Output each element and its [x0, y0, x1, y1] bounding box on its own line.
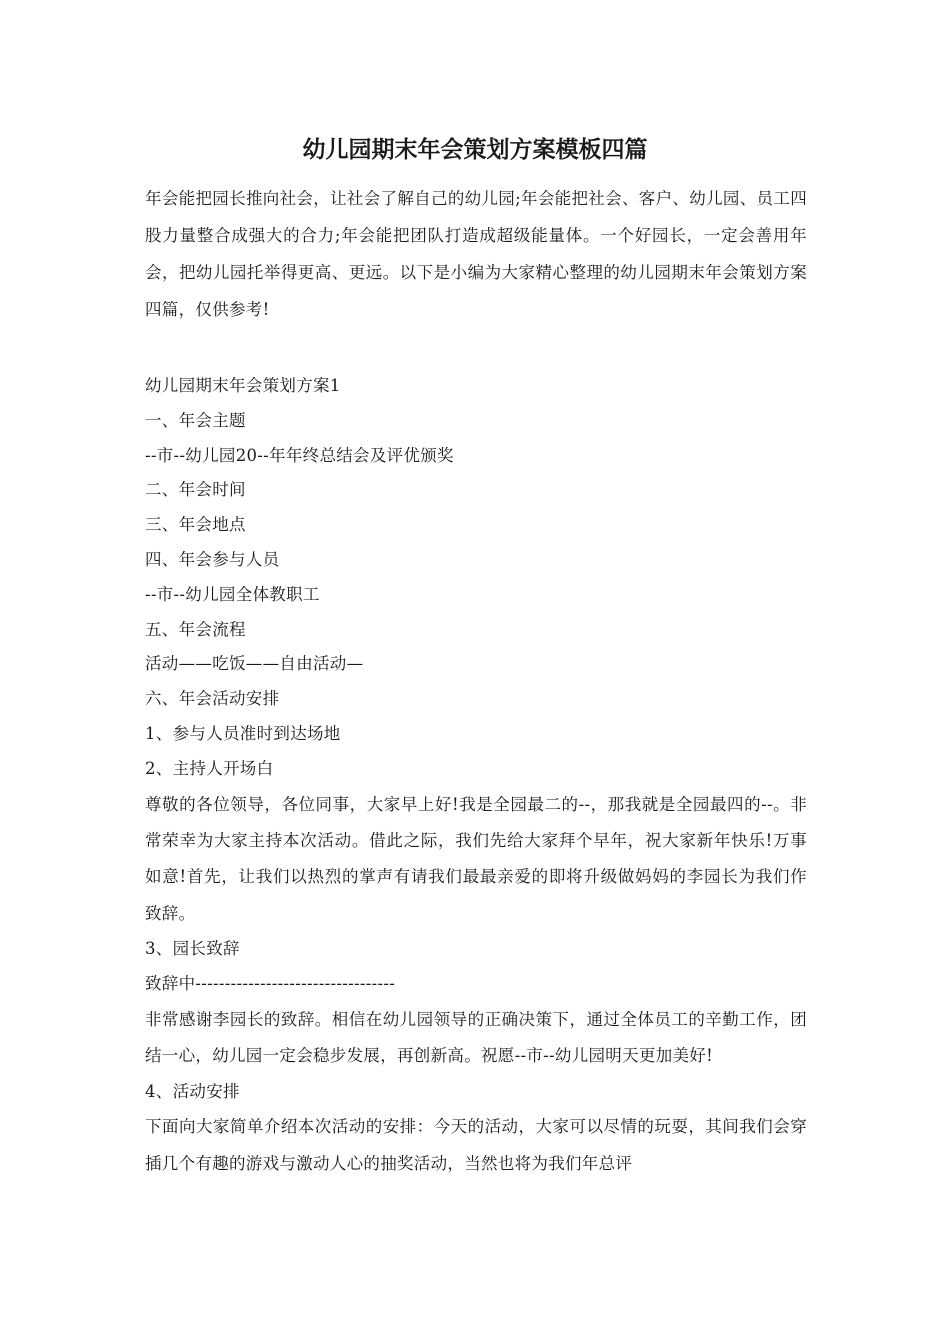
intro-paragraph: 年会能把园长推向社会，让社会了解自己的幼儿园;年会能把社会、客户、幼儿园、员工四股力量整合成强大的合力;年会能把团队打造成超级能量体。一个好园长，一定会善用年会，把幼儿园托举得更高、更远。以下是小编为大家精心整理的幼儿园期末年会策划方案四篇，仅供参考!: [145, 189, 807, 319]
section-heading-process: 五、年会流程: [145, 619, 246, 639]
section-heading-theme: 一、年会主题: [145, 410, 246, 430]
document-title: 幼儿园期末年会策划方案模板四篇: [302, 136, 648, 163]
host-speech-paragraph: 尊敬的各位领导，各位同事，大家早上好!我是全园最二的--，那我就是全园最四的--。非常荣幸为大家主持本次活动。借此之际，我们先给大家拜个早年，祝大家新年快乐!万事如意!首先，让我们以热烈的掌声有请我们最最亲爱的即将升级做妈妈的李园长为我们作致辞。: [145, 794, 807, 923]
plan-heading: 幼儿园期末年会策划方案1: [145, 376, 341, 395]
speech-placeholder: 致辞中----------------------------------: [145, 973, 396, 993]
document-body: [145, 180, 807, 1182]
arrangement-item-4: 4、活动安排: [145, 1081, 240, 1101]
section-heading-time: 二、年会时间: [145, 480, 246, 500]
section-heading-arrangement: 六、年会活动安排: [145, 689, 280, 709]
section-heading-participants: 四、年会参与人员: [145, 549, 280, 569]
participants-text: --市--幼儿园全体教职工: [145, 584, 320, 604]
theme-text: --市--幼儿园20--年年终总结会及评优颁奖: [145, 445, 454, 465]
section-heading-location: 三、年会地点: [145, 515, 246, 535]
process-text: 活动——吃饭——自由活动—: [145, 654, 364, 674]
activity-paragraph: 下面向大家简单介绍本次活动的安排：今天的活动，大家可以尽情的玩耍，其间我们会穿插几个有趣的游戏与激动人心的抽奖活动，当然也将为我们年总评: [145, 1117, 807, 1173]
paragraph-spacer: [145, 328, 807, 369]
arrangement-item-1: 1、参与人员准时到达场地: [145, 723, 341, 743]
arrangement-item-2: 2、主持人开场白: [145, 758, 274, 778]
arrangement-item-3: 3、园长致辞: [145, 939, 240, 959]
thanks-paragraph: 非常感谢李园长的致辞。相信在幼儿园领导的正确决策下，通过全体员工的辛勤工作，团结一心，幼儿园一定会稳步发展，再创新高。祝愿--市--幼儿园明天更加美好!: [145, 1009, 807, 1066]
